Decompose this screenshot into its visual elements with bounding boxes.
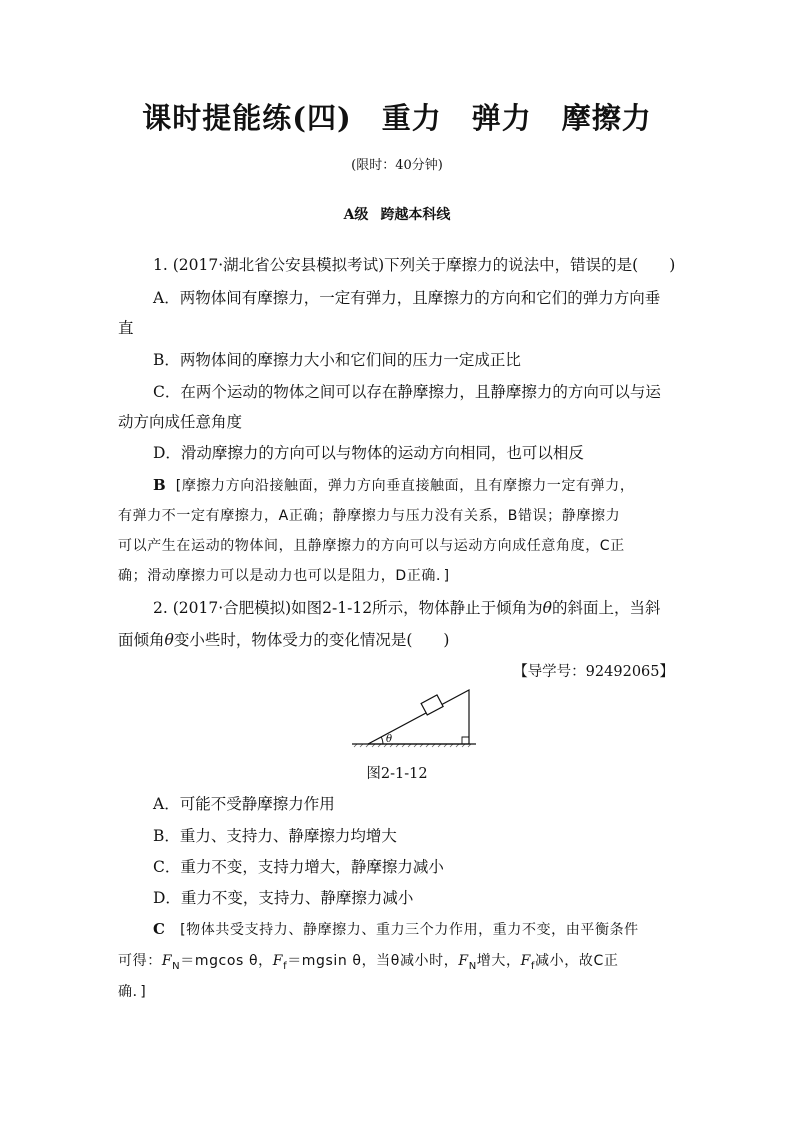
incline-triangle (368, 690, 469, 744)
equation-2: ＝mgsin θ，当θ减小时， (287, 953, 459, 969)
force-friction-sub-2: f (530, 960, 536, 972)
q1-option-a: A．两物体间有摩擦力，一定有弹力，且摩擦力的方向和它们的弹力方向垂 (153, 289, 661, 307)
figure-caption: 图2-1-12 (366, 766, 428, 782)
level-label: A级 (343, 207, 369, 223)
force-friction-2: F (520, 953, 531, 969)
q2-answer-text-1: [物体共受支持力、静摩擦力、重力三个力作用，重力不变，由平衡条件 (180, 922, 639, 938)
angle-arc (381, 737, 383, 744)
force-normal-sub-2: N (468, 960, 477, 972)
force-normal: F (161, 953, 173, 969)
level-name: 跨越本科线 (380, 207, 451, 223)
title-main: 课时提能练(四) (142, 101, 352, 135)
q2-stem-line-1 (153, 598, 660, 618)
q2-stem-1b: 的斜面上，当斜 (551, 599, 661, 617)
q2-answer-line-3: 确．] (118, 984, 147, 1000)
page-title (0, 96, 794, 137)
q1-option-d: D．滑动摩擦力的方向可以与物体的运动方向相同，也可以相反 (153, 444, 584, 462)
incline-figure (350, 684, 480, 750)
equation-1: ＝mgcos θ， (180, 953, 273, 969)
force-friction: F (272, 953, 284, 969)
q1-option-c-cont: 动方向成任意角度 (118, 413, 243, 431)
q1-option-c: C．在两个运动的物体之间可以存在静摩擦力，且静摩擦力的方向可以与运 (153, 383, 661, 401)
q2-option-b: B．重力、支持力、静摩擦力均增大 (153, 827, 397, 845)
q1-option-a-cont: 直 (118, 319, 134, 337)
q1-answer-text-1: [摩擦力方向沿接触面，弹力方向垂直接触面，且有摩擦力一定有弹力， (175, 478, 635, 494)
figure-theta-label: θ (386, 734, 393, 745)
force-friction-sub: f (283, 960, 288, 972)
right-angle-mark (462, 737, 469, 744)
q1-answer-line-4: 确；滑动摩擦力可以是动力也可以是阻力，D正确．] (118, 568, 450, 584)
q2-answer-line-1 (153, 919, 639, 940)
q2-option-d: D．重力不变，支持力、静摩擦力减小 (153, 889, 414, 907)
q1-answer-line-1 (153, 475, 634, 496)
title-topic-elastic: 弹力 (471, 101, 532, 135)
title-topic-gravity: 重力 (381, 101, 442, 135)
theta-symbol: θ (164, 631, 174, 649)
reference-number: 【导学号：92492065】 (513, 664, 674, 680)
force-normal-2: F (458, 953, 469, 969)
q2-answer-prefix: 可得： (118, 953, 162, 969)
q2-stem-1a: 2. (2017·合肥模拟)如图2-1-12所示，物体静止于倾角为 (153, 599, 543, 617)
q1-stem: 1. (2017·湖北省公安县模拟考试)下列关于摩擦力的说法中，错误的是( ) (153, 256, 676, 274)
equation-4: 减小，故C正 (535, 953, 619, 969)
title-topic-friction: 摩擦力 (561, 101, 652, 135)
q2-option-a: A．可能不受静摩擦力作用 (153, 795, 335, 813)
q1-answer-letter: B (153, 476, 166, 494)
q2-stem-line-2 (118, 630, 449, 650)
q2-option-c: C．重力不变，支持力增大，静摩擦力减小 (153, 858, 444, 876)
level-heading (0, 204, 794, 224)
q2-answer-line-2 (118, 951, 618, 977)
q1-answer-line-3: 可以产生在运动的物体间，且静摩擦力的方向可以与运动方向成任意角度，C正 (118, 538, 625, 554)
q2-stem-2a: 面倾角 (118, 631, 165, 649)
q2-stem-2b: 变小些时，物体受力的变化情况是( ) (173, 631, 450, 649)
force-normal-sub: N (172, 960, 181, 972)
theta-symbol: θ (542, 599, 552, 617)
q2-answer-letter: C (153, 920, 165, 938)
equation-3: 增大， (476, 953, 521, 969)
q1-answer-line-2: 有弹力不一定有摩擦力，A正确；静摩擦力与压力没有关系，B错误；静摩擦力 (118, 508, 621, 524)
time-limit: (限时：40分钟) (351, 158, 443, 173)
q1-option-b: B．两物体间的摩擦力大小和它们间的压力一定成正比 (153, 351, 521, 369)
block (421, 695, 443, 715)
